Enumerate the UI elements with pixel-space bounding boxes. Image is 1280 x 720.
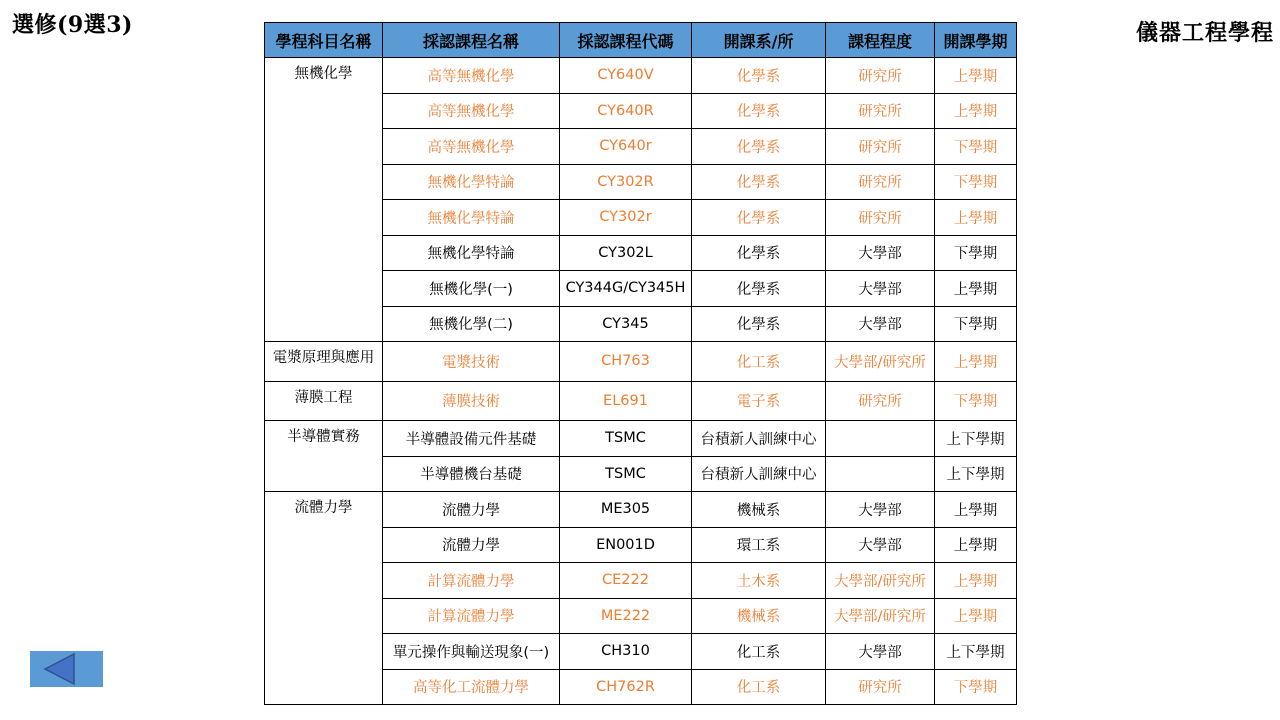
term-cell: 下學期 [935, 306, 1017, 342]
course-code-cell: ME305 [560, 492, 692, 528]
course-code-cell: CY640R [560, 93, 692, 129]
subject-cell: 無機化學 [265, 58, 383, 342]
header-department: 開課系/所 [692, 23, 826, 58]
table-row [265, 492, 1017, 528]
course-name-cell: 無機化學特論 [383, 164, 560, 200]
table-row [265, 342, 1017, 382]
course-code-cell: EN001D [560, 527, 692, 563]
term-cell: 下學期 [935, 164, 1017, 200]
course-code-cell: CH763 [560, 342, 692, 382]
department-cell: 機械系 [692, 492, 826, 528]
course-name-cell: 無機化學(一) [383, 271, 560, 307]
course-name-cell: 無機化學(二) [383, 306, 560, 342]
term-cell: 上學期 [935, 342, 1017, 382]
section-title: 選修(9選3) [12, 12, 133, 38]
department-cell: 化學系 [692, 306, 826, 342]
course-code-cell: CY302L [560, 235, 692, 271]
table-row [265, 381, 1017, 421]
course-name-cell: 無機化學特論 [383, 235, 560, 271]
subject-cell: 半導體實務 [265, 421, 383, 492]
course-code-cell: ME222 [560, 598, 692, 634]
level-cell: 大學部/研究所 [826, 598, 935, 634]
course-name-cell: 單元操作與輸送現象(一) [383, 634, 560, 670]
course-name-cell: 計算流體力學 [383, 563, 560, 599]
term-cell: 上學期 [935, 271, 1017, 307]
term-cell: 上學期 [935, 563, 1017, 599]
level-cell: 研究所 [826, 381, 935, 421]
term-cell: 上學期 [935, 527, 1017, 563]
level-cell: 大學部 [826, 306, 935, 342]
department-cell: 化學系 [692, 58, 826, 94]
table-header-row [265, 23, 1017, 58]
department-cell: 化學系 [692, 129, 826, 165]
level-cell: 研究所 [826, 200, 935, 236]
course-code-cell: CY344G/CY345H [560, 271, 692, 307]
term-cell: 下學期 [935, 381, 1017, 421]
course-code-cell: CH762R [560, 669, 692, 705]
course-code-cell: CY345 [560, 306, 692, 342]
course-name-cell: 無機化學特論 [383, 200, 560, 236]
term-cell: 上學期 [935, 492, 1017, 528]
department-cell: 化工系 [692, 669, 826, 705]
header-course-code: 採認課程代碼 [560, 23, 692, 58]
term-cell: 下學期 [935, 669, 1017, 705]
header-course-name: 採認課程名稱 [383, 23, 560, 58]
department-cell: 電子系 [692, 381, 826, 421]
term-cell: 上學期 [935, 58, 1017, 94]
course-table [264, 22, 1017, 705]
course-code-cell: TSMC [560, 421, 692, 457]
department-cell: 機械系 [692, 598, 826, 634]
department-cell: 化學系 [692, 200, 826, 236]
course-name-cell: 電漿技術 [383, 342, 560, 382]
course-name-cell: 高等無機化學 [383, 93, 560, 129]
course-name-cell: 半導體機台基礎 [383, 456, 560, 492]
department-cell: 化學系 [692, 164, 826, 200]
level-cell: 大學部/研究所 [826, 342, 935, 382]
department-cell: 化學系 [692, 235, 826, 271]
course-code-cell: EL691 [560, 381, 692, 421]
level-cell: 大學部 [826, 235, 935, 271]
department-cell: 台積新人訓練中心 [692, 421, 826, 457]
subject-cell: 薄膜工程 [265, 381, 383, 421]
department-cell: 化工系 [692, 342, 826, 382]
table-row [265, 58, 1017, 94]
course-name-cell: 流體力學 [383, 492, 560, 528]
term-cell: 上學期 [935, 93, 1017, 129]
term-cell: 上下學期 [935, 421, 1017, 457]
course-name-cell: 高等無機化學 [383, 58, 560, 94]
department-cell: 環工系 [692, 527, 826, 563]
level-cell: 研究所 [826, 129, 935, 165]
level-cell: 大學部 [826, 527, 935, 563]
course-name-cell: 高等無機化學 [383, 129, 560, 165]
department-cell: 化工系 [692, 634, 826, 670]
back-button[interactable] [30, 651, 103, 687]
level-cell: 研究所 [826, 58, 935, 94]
term-cell: 下學期 [935, 235, 1017, 271]
level-cell: 研究所 [826, 669, 935, 705]
subject-cell: 電漿原理與應用 [265, 342, 383, 382]
level-cell: 大學部 [826, 634, 935, 670]
course-name-cell: 計算流體力學 [383, 598, 560, 634]
department-cell: 土木系 [692, 563, 826, 599]
course-code-cell: CY640r [560, 129, 692, 165]
course-code-cell: CH310 [560, 634, 692, 670]
subject-cell: 流體力學 [265, 492, 383, 705]
triangle-left-icon [30, 651, 103, 687]
level-cell: 研究所 [826, 164, 935, 200]
level-cell [826, 456, 935, 492]
level-cell [826, 421, 935, 457]
header-level: 課程程度 [826, 23, 935, 58]
course-name-cell: 流體力學 [383, 527, 560, 563]
term-cell: 上下學期 [935, 456, 1017, 492]
program-title: 儀器工程學程 [1135, 20, 1274, 46]
term-cell: 上學期 [935, 200, 1017, 236]
term-cell: 下學期 [935, 129, 1017, 165]
term-cell: 上學期 [935, 598, 1017, 634]
level-cell: 大學部 [826, 271, 935, 307]
course-name-cell: 高等化工流體力學 [383, 669, 560, 705]
table-row [265, 421, 1017, 457]
level-cell: 研究所 [826, 93, 935, 129]
course-name-cell: 薄膜技術 [383, 381, 560, 421]
level-cell: 大學部/研究所 [826, 563, 935, 599]
department-cell: 化學系 [692, 271, 826, 307]
header-term: 開課學期 [935, 23, 1017, 58]
course-code-cell: TSMC [560, 456, 692, 492]
header-subject: 學程科目名稱 [265, 23, 383, 58]
course-code-cell: CY302R [560, 164, 692, 200]
term-cell: 上下學期 [935, 634, 1017, 670]
course-name-cell: 半導體設備元件基礎 [383, 421, 560, 457]
course-code-cell: CY640V [560, 58, 692, 94]
level-cell: 大學部 [826, 492, 935, 528]
course-code-cell: CE222 [560, 563, 692, 599]
department-cell: 台積新人訓練中心 [692, 456, 826, 492]
department-cell: 化學系 [692, 93, 826, 129]
course-code-cell: CY302r [560, 200, 692, 236]
